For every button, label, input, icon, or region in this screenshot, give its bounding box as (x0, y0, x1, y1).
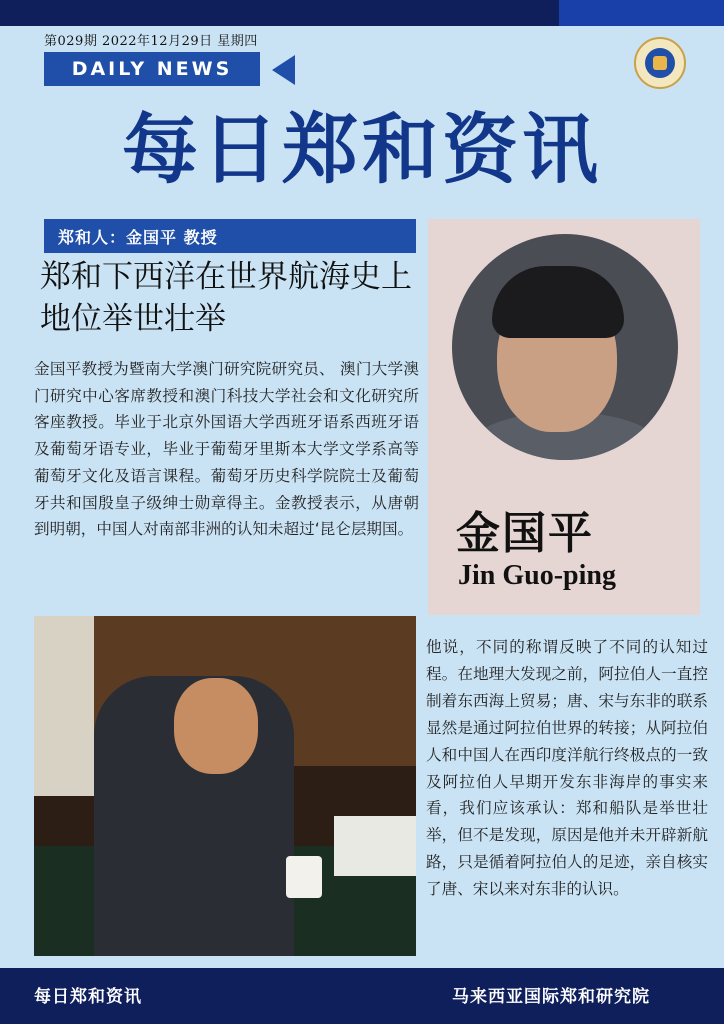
issue-date-line: 第029期 2022年12月29日 星期四 (44, 34, 258, 49)
footer-publication-name: 每日郑和资讯 (34, 987, 142, 1007)
article-body-part2: 他说，不同的称谓反映了不同的认知过程。在地理大发现之前，阿拉伯人一直控制着东西海上贸易；唐、宋与东非的联系显然是通过阿拉伯世界的转接；从阿拉伯人和中国人在西印度洋航行终极点的一致及阿拉伯人早期开发东非海岸的事实来看，我们应该承认：郑和船队是举世壮举，但不是发现，原因是他并未开辟新航路，只是循着阿拉伯人的足迹，亲自核实了唐、宋以来对东非的认识。 (426, 638, 708, 899)
daily-news-label: DAILY NEWS (44, 52, 260, 86)
article-headline: 郑和下西洋在世界航海史上地位举世壮举 (40, 259, 412, 337)
photo-speaker-head (174, 678, 258, 774)
seal-emblem (645, 48, 675, 78)
meeting-photo (34, 616, 416, 956)
masthead-title: 每日郑和资讯 (122, 105, 602, 194)
top-banner-accent (559, 0, 724, 26)
profile-name-chinese: 金国平 (456, 508, 594, 559)
photo-window (34, 616, 94, 796)
article-body-part1: 金国平教授为暨南大学澳门研究院研究员、 澳门大学澳门研究中心客席教授和澳门科技大学社会和文化研究所客座教授。毕业于北京外国语大学西班牙语系西班牙语及葡萄牙语专业，毕业于葡萄牙里斯本大学文学系高等葡萄牙文化及语言课程。葡萄牙历史科学院院士及葡萄牙共和国殷皇子级绅士勋章得主。金教授表示，从唐朝到明朝，中国人对南部非洲的认知未超过‘昆仑层期国。 (34, 360, 419, 539)
footer-institute-name: 马来西亚国际郑和研究院 (452, 987, 650, 1007)
photo-papers (334, 816, 416, 876)
portrait-hair (492, 266, 624, 338)
portrait-photo (452, 234, 678, 460)
organization-seal-icon (634, 37, 686, 89)
photo-cup (286, 856, 322, 898)
triangle-arrow-icon (272, 55, 295, 85)
profile-name-english: Jin Guo-ping (458, 560, 616, 591)
section-label: 郑和人：金国平 教授 (44, 219, 416, 253)
